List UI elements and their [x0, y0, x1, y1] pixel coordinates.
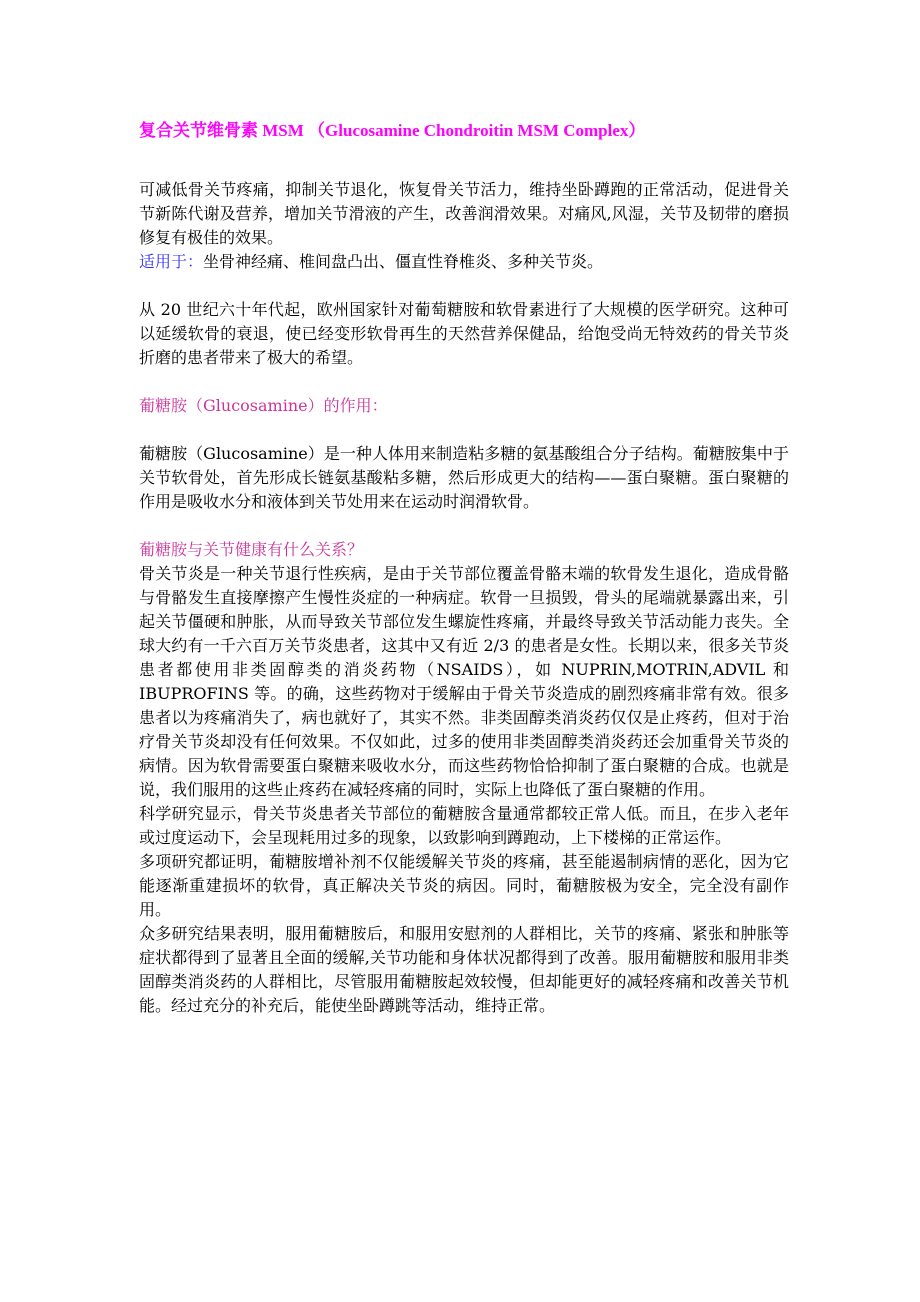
- section2-paragraph-1: 骨关节炎是一种关节退行性疾病，是由于关节部位覆盖骨骼末端的软骨发生退化，造成骨骼与骨骼发生直接摩擦产生慢性炎症的一种病症。软骨一旦损毁，骨头的尾端就暴露出来，引起关节僵硬和肿胀，从而导致关节部位发生螺旋性疼痛，并最终导致关节活动能力丧失。全球大约有一千六百万关节炎患者，这其中又有近 2/3 的患者是女性。长期以来，很多关节炎患者都使用非类固醇类的消炎药物（NSAIDS），如 NUPRIN,MOTRIN,ADVIL 和 IBUPROFINS 等。的确，这些药物对于缓解由于骨关节炎造成的剧烈疼痛非常有效。很多患者以为疼痛消失了，病也就好了，其实不然。非类固醇类消炎药仅仅是止疼药，但对于治疗骨关节炎却没有任何效果。不仅如此，过多的使用非类固醇类消炎药还会加重骨关节炎的病情。因为软骨需要蛋白聚糖来吸收水分，而这些药物恰恰抑制了蛋白聚糖的合成。也就是说，我们服用的这些止疼药在减轻疼痛的同时，实际上也降低了蛋白聚糖的作用。: [139, 564, 789, 799]
- applicable-label: 适用于：: [139, 252, 204, 271]
- document-page: [139, 118, 789, 1018]
- section1-heading: 葡糖胺（Glucosamine）的作用：: [139, 396, 388, 415]
- intro-paragraph: 可减低骨关节疼痛，抑制关节退化，恢复骨关节活力，维持坐卧蹲跑的正常活动，促进骨关节新陈代谢及营养，增加关节滑液的产生，改善润滑效果。对痛风,风湿，关节及韧带的磨损修复有极佳的效果。: [139, 180, 789, 247]
- document-title: 复合关节维骨素 MSM （Glucosamine Chondroitin MSM Complex）: [139, 121, 646, 140]
- section2-heading: 葡糖胺与关节健康有什么关系？: [139, 540, 364, 559]
- section2-paragraph-3: 多项研究都证明，葡糖胺增补剂不仅能缓解关节炎的疼痛，甚至能遏制病情的恶化，因为它能逐渐重建损坏的软骨，真正解决关节炎的病因。同时，葡糖胺极为安全，完全没有副作用。: [139, 852, 789, 919]
- applicable-line: [139, 250, 789, 274]
- applicable-text: 坐骨神经痛、椎间盘凸出、僵直性脊椎炎、多种关节炎。: [203, 252, 604, 271]
- section2-paragraph-4: 众多研究结果表明，服用葡糖胺后，和服用安慰剂的人群相比，关节的疼痛、紧张和肿胀等症状都得到了显著且全面的缓解,关节功能和身体状况都得到了改善。服用葡糖胺和服用非类固醇类消炎药的人群相比，尽管服用葡糖胺起效较慢，但却能更好的减轻疼痛和改善关节机能。经过充分的补充后，能使坐卧蹲跳等活动，维持正常。: [139, 924, 789, 1015]
- section2-paragraph-2: 科学研究显示，骨关节炎患者关节部位的葡糖胺含量通常都较正常人低。而且，在步入老年或过度运动下，会呈现耗用过多的现象，以致影响到蹲跑动，上下楼梯的正常运作。: [139, 804, 789, 847]
- document-body: [139, 178, 789, 1018]
- history-paragraph: 从 20 世纪六十年代起，欧州国家针对葡萄糖胺和软骨素进行了大规模的医学研究。这种可以延缓软骨的衰退，使已经变形软骨再生的天然营养保健品，给饱受尚无特效药的骨关节炎折磨的患者带来了极大的希望。: [139, 300, 789, 367]
- section1-paragraph: 葡糖胺（Glucosamine）是一种人体用来制造粘多糖的氨基酸组合分子结构。葡糖胺集中于关节软骨处，首先形成长链氨基酸粘多糖，然后形成更大的结构——蛋白聚糖。蛋白聚糖的作用是吸收水分和液体到关节处用来在运动时润滑软骨。: [139, 444, 789, 511]
